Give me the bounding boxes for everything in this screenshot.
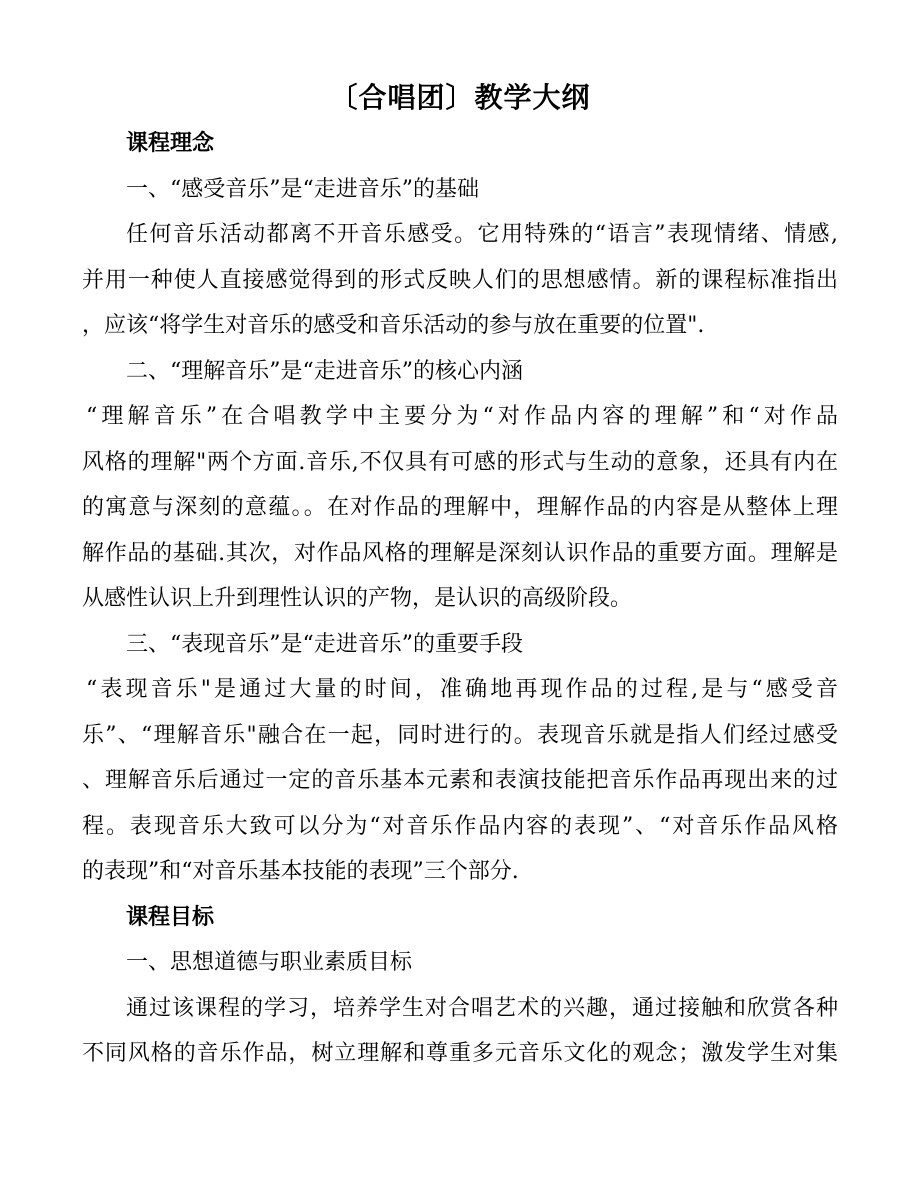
paragraph-line: “表现音乐"是通过大量的时间，准确地再现作品的过程,是与“感受音: [86, 677, 838, 702]
subheading-understanding-music: 二、“理解音乐”是“走进音乐”的核心内涵: [126, 358, 523, 384]
paragraph-line: 不同风格的音乐作品，树立理解和尊重多元音乐文化的观念；激发学生对集: [82, 1041, 838, 1066]
paragraph-line: 、理解音乐后通过一定的音乐基本元素和表演技能把音乐作品再现出来的过: [82, 768, 838, 793]
paragraph-line: 的寓意与深刻的意蕴。。在对作品的理解中，理解作品的内容是从整体上理: [82, 495, 838, 520]
paragraph-line: 任何音乐活动都离不开音乐感受。它用特殊的“语言”表现情绪、情感,: [126, 222, 838, 247]
paragraph-line: 乐”、“理解音乐"融合在一起，同时进行的。表现音乐就是指人们经过感受: [82, 722, 838, 748]
paragraph-line: 程。表现音乐大致可以分为“对音乐作品内容的表现”、“对音乐作品风格: [82, 813, 838, 839]
paragraph-line: 风格的理解"两个方面.音乐,不仅具有可感的形式与生动的意象，还具有内在: [82, 449, 838, 475]
section-heading-course-philosophy: 课程理念: [126, 130, 215, 156]
paragraph-line: 通过该课程的学习，培养学生对合唱艺术的兴趣，通过接触和欣赏各种: [126, 995, 838, 1021]
paragraph-line: 的表现”和“对音乐基本技能的表现”三个部分.: [82, 859, 519, 884]
paragraph-line: ，应该“将学生对音乐的感受和音乐活动的参与放在重要的位置".: [82, 313, 705, 338]
document-title: 〔合唱团〕教学大纲: [329, 81, 591, 114]
subheading-feeling-music: 一、“感受音乐”是“走进音乐”的基础: [126, 176, 479, 202]
paragraph-line: “理解音乐”在合唱教学中主要分为“对作品内容的理解”和“对作品: [86, 404, 838, 429]
paragraph-line: 解作品的基础.其次，对作品风格的理解是深刻认识作品的重要方面。理解是: [82, 540, 838, 566]
subheading-performing-music: 三、“表现音乐”是“走进音乐”的重要手段: [126, 631, 523, 657]
document-body: [82, 121, 838, 1077]
subheading-moral-objectives: 一、思想道德与职业素质目标: [126, 950, 413, 975]
paragraph-line: 并用一种使人直接感觉得到的形式反映人们的思想感情。新的课程标准指出: [82, 267, 838, 293]
section-heading-course-objectives: 课程目标: [126, 903, 215, 930]
paragraph-line: 从感性认识上升到理性认识的产物，是认识的高级阶段。: [82, 586, 633, 611]
